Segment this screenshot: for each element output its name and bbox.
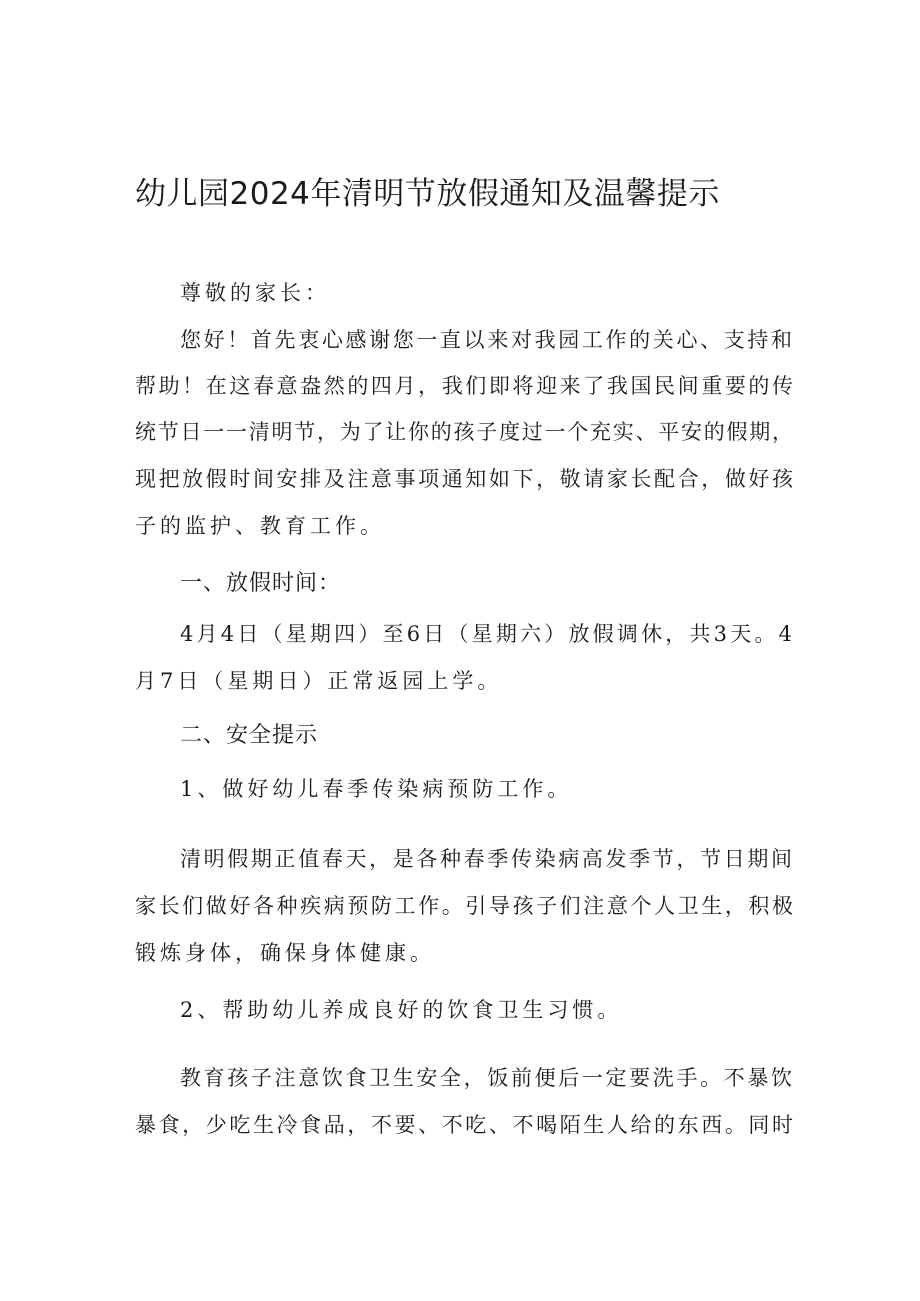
intro-line: 子的监护、教育工作。 [135,514,385,538]
section-heading-holiday-time: 一、放假时间： [180,571,342,596]
holiday-time-line: 月7日（星期日）正常返园上学。 [135,669,503,693]
intro-line: 现把放假时间安排及注意事项通知如下，敬请家长配合，做好孩 [135,467,793,491]
intro-line: 您好！首先衷心感谢您一直以来对我园工作的关心、支持和 [180,328,792,352]
safety-item-2-line: 教育孩子注意饮食卫生安全，饭前便后一定要洗手。不暴饮 [180,1066,792,1090]
safety-item-1-line: 清明假期正值春天，是各种春季传染病高发季节，节日期间 [180,847,792,871]
safety-item-2-line: 暴食，少吃生冷食品，不要、不吃、不喝陌生人给的东西。同时 [135,1113,793,1137]
intro-line: 统节日一一清明节，为了让你的孩子度过一个充实、平安的假期， [135,420,793,444]
safety-item-1-label: 1、做好幼儿春季传染病预防工作。 [180,777,573,801]
salutation: 尊敬的家长： [180,281,330,305]
intro-line: 帮助！在这春意盎然的四月，我们即将迎来了我国民间重要的传 [135,374,793,398]
safety-item-2-label: 2、帮助幼儿养成良好的饮食卫生习惯。 [180,998,623,1022]
document-title: 幼儿园2024年清明节放假通知及温馨提示 [135,176,720,212]
section-heading-safety-tips: 二、安全提示 [180,723,319,748]
safety-item-1-line: 锻炼身体，确保身体健康。 [135,941,435,965]
holiday-time-line: 4月4日（星期四）至6日（星期六）放假调休，共3天。4 [180,622,792,646]
safety-item-1-line: 家长们做好各种疾病预防工作。引导孩子们注意个人卫生，积极 [135,894,793,918]
